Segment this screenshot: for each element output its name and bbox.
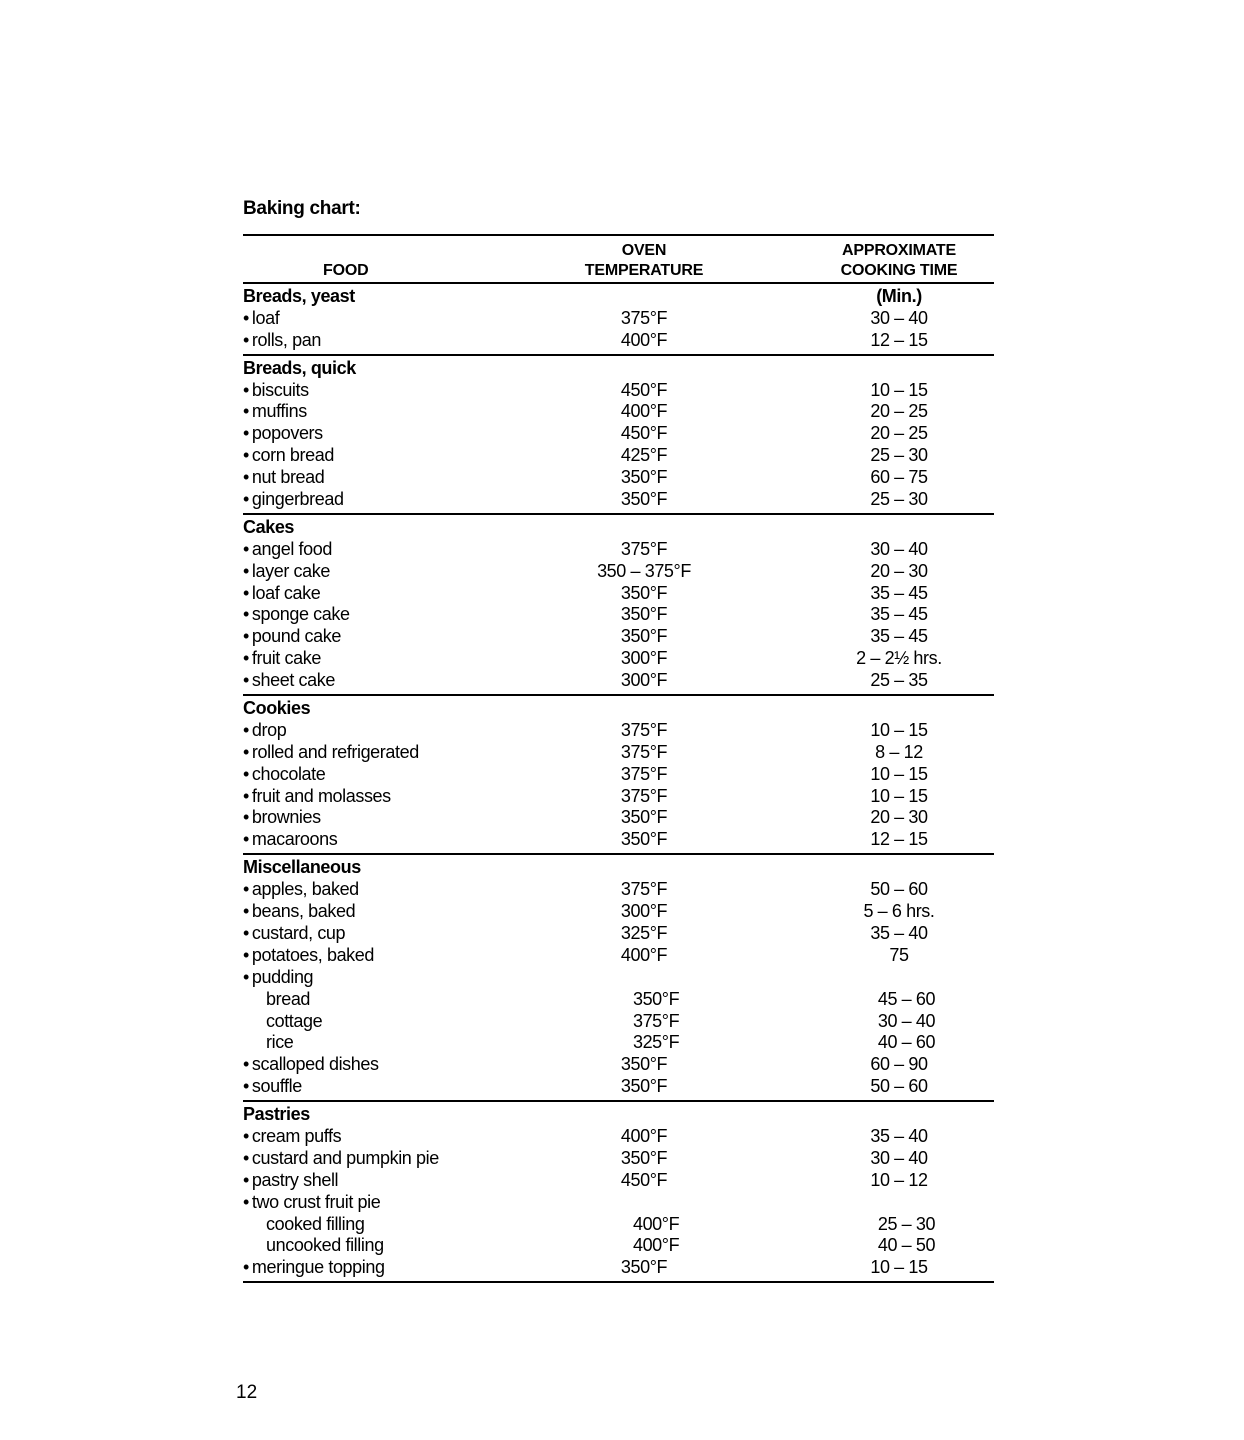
section-note	[809, 517, 989, 539]
table-row	[243, 901, 994, 923]
section-temp-empty	[567, 698, 721, 720]
food-cell: • rolled and refrigerated	[243, 742, 563, 764]
section-heading-row	[243, 286, 994, 308]
table-row	[243, 1126, 994, 1148]
cooking-time-cell: 50 – 60	[870, 879, 928, 900]
cooking-time-cell: 20 – 25	[870, 401, 928, 422]
section	[243, 1102, 994, 1283]
temperature-cell: 425°F	[620, 445, 668, 466]
temperature-cell: 450°F	[620, 423, 668, 444]
table-row	[243, 879, 994, 901]
section-heading-row	[243, 857, 994, 879]
cooking-time-cell: 50 – 60	[870, 1076, 928, 1097]
table-row	[243, 1148, 994, 1170]
cooking-time-cell: 30 – 40	[877, 1010, 936, 1031]
food-cell: • loaf	[243, 308, 563, 330]
cooking-time-cell: 10 – 15	[870, 785, 928, 806]
section-note	[809, 358, 989, 380]
section-name: Pastries	[243, 1104, 310, 1125]
section	[243, 855, 994, 1102]
temperature-cell: 375°F	[620, 538, 668, 559]
section-heading-row	[243, 517, 994, 539]
section-temp-empty	[567, 857, 721, 879]
food-cell: • drop	[243, 720, 563, 742]
food-cell: bread	[266, 988, 311, 1009]
table-row	[243, 829, 994, 851]
header-time-line1: APPROXIMATE	[842, 242, 956, 259]
table-row	[243, 604, 994, 626]
table-row	[243, 423, 994, 445]
temperature-cell: 375°F	[620, 763, 668, 784]
section-heading-row	[243, 698, 994, 720]
cooking-time-cell: 10 – 12	[870, 1169, 928, 1190]
food-cell: • scalloped dishes	[243, 1054, 563, 1076]
cooking-time-cell: 60 – 75	[870, 467, 928, 488]
table-row	[243, 648, 994, 670]
cooking-time-cell: 10 – 15	[870, 1257, 928, 1278]
temperature-cell: 375°F	[620, 307, 668, 328]
temperature-cell: 350°F	[632, 988, 680, 1009]
temperature-cell: 375°F	[620, 785, 668, 806]
cooking-time-cell: 30 – 40	[870, 1147, 928, 1168]
table-row	[243, 380, 994, 402]
cooking-time-cell: 35 – 45	[870, 604, 928, 625]
temperature-cell: 350°F	[620, 582, 668, 603]
table-row	[243, 1170, 994, 1192]
temperature-cell: 375°F	[620, 719, 668, 740]
food-cell: • custard, cup	[243, 923, 563, 945]
header-food	[243, 236, 563, 282]
temperature-cell	[567, 967, 721, 989]
header-food-label: FOOD	[323, 262, 369, 279]
temperature-cell: 350°F	[620, 1147, 668, 1168]
cooking-time-cell: 35 – 40	[870, 922, 928, 943]
table-row	[243, 308, 994, 330]
food-cell: cottage	[266, 1010, 323, 1031]
table-row	[243, 467, 994, 489]
food-cell: • angel food	[243, 539, 563, 561]
temperature-cell: 400°F	[620, 944, 668, 965]
section-note	[809, 857, 989, 879]
cooking-time-cell: 10 – 15	[870, 379, 928, 400]
food-cell: • loaf cake	[243, 583, 563, 605]
cooking-time-cell: 20 – 30	[870, 807, 928, 828]
section-heading-row	[243, 1104, 994, 1126]
cooking-time-cell: 35 – 45	[870, 582, 928, 603]
table-row	[243, 945, 994, 967]
table-row	[243, 445, 994, 467]
table-row	[243, 923, 994, 945]
food-cell: cooked filling	[266, 1213, 365, 1234]
temperature-cell: 450°F	[620, 379, 668, 400]
section-note	[809, 698, 989, 720]
food-cell: • rolls, pan	[243, 330, 563, 352]
temperature-cell: 400°F	[620, 401, 668, 422]
food-cell: • popovers	[243, 423, 563, 445]
food-cell: • beans, baked	[243, 901, 563, 923]
header-oven-temperature	[567, 236, 721, 282]
cooking-time-cell: 35 – 45	[870, 626, 928, 647]
table-row	[243, 670, 994, 692]
cooking-time-cell: 30 – 40	[870, 307, 928, 328]
temperature-cell: 450°F	[620, 1169, 668, 1190]
temperature-cell: 400°F	[632, 1235, 680, 1256]
table-row	[243, 1032, 994, 1054]
section	[243, 356, 994, 515]
food-cell: • macaroons	[243, 829, 563, 851]
section-name: Breads, yeast	[243, 286, 355, 306]
cooking-time-cell: 35 – 40	[870, 1125, 928, 1146]
table-body	[243, 284, 994, 1283]
food-cell: • sponge cake	[243, 604, 563, 626]
table-row	[243, 720, 994, 742]
table-row	[243, 1214, 994, 1236]
food-cell: • nut bread	[243, 467, 563, 489]
food-cell: • corn bread	[243, 445, 563, 467]
food-cell: • meringue topping	[243, 1257, 563, 1279]
food-cell: • brownies	[243, 807, 563, 829]
food-cell: • cream puffs	[243, 1126, 563, 1148]
cooking-time-cell: 30 – 40	[870, 538, 928, 559]
cooking-time-cell: 25 – 35	[870, 670, 928, 691]
baking-chart-table	[243, 234, 994, 1283]
section-name: Cookies	[243, 698, 311, 719]
food-cell: • fruit cake	[243, 648, 563, 670]
food-cell: • two crust fruit pie	[243, 1192, 563, 1214]
temperature-cell: 350 – 375°F	[597, 560, 691, 581]
food-cell: • pound cake	[243, 626, 563, 648]
temperature-cell	[567, 1192, 721, 1214]
cooking-time-cell	[809, 967, 989, 989]
table-row	[243, 1076, 994, 1098]
header-temp-line2: TEMPERATURE	[584, 262, 704, 279]
section-temp-empty	[567, 1104, 721, 1126]
section	[243, 515, 994, 696]
section-name: Breads, quick	[243, 357, 356, 378]
table-row	[243, 583, 994, 605]
cooking-time-cell: 60 – 90	[870, 1054, 928, 1075]
food-cell: • potatoes, baked	[243, 945, 563, 967]
cooking-time-cell: 75	[889, 944, 909, 965]
header-time-line2: COOKING TIME	[840, 262, 958, 279]
section-temp-empty	[567, 358, 721, 380]
temperature-cell: 375°F	[620, 879, 668, 900]
section-name: Cakes	[243, 516, 295, 537]
table-row	[243, 561, 994, 583]
table-row	[243, 1011, 994, 1033]
cooking-time-cell: 20 – 25	[870, 423, 928, 444]
cooking-time-cell: 40 – 50	[877, 1235, 936, 1256]
food-cell: • pudding	[243, 967, 563, 989]
food-cell: rice	[266, 1032, 294, 1053]
table-row	[243, 1257, 994, 1279]
section	[243, 284, 994, 356]
cooking-time-cell: 12 – 15	[870, 829, 928, 850]
section-heading-row	[243, 358, 994, 380]
cooking-time-cell: 25 – 30	[870, 445, 928, 466]
temperature-cell: 325°F	[632, 1032, 680, 1053]
table-row	[243, 330, 994, 352]
food-cell: • custard and pumpkin pie	[243, 1148, 563, 1170]
page-number: 12	[236, 1382, 258, 1403]
temperature-cell: 300°F	[620, 670, 668, 691]
table-header	[243, 236, 994, 284]
food-cell: • chocolate	[243, 764, 563, 786]
header-temp-line1: OVEN	[621, 242, 667, 259]
temperature-cell: 300°F	[620, 648, 668, 669]
food-cell: • souffle	[243, 1076, 563, 1098]
table-row	[243, 967, 994, 989]
table-row	[243, 539, 994, 561]
food-cell: • apples, baked	[243, 879, 563, 901]
temperature-cell: 325°F	[620, 922, 668, 943]
cooking-time-cell: 12 – 15	[870, 329, 928, 350]
section-name: Miscellaneous	[243, 857, 361, 878]
section-note	[809, 1104, 989, 1126]
temperature-cell: 375°F	[632, 1010, 680, 1031]
food-cell: • pastry shell	[243, 1170, 563, 1192]
cooking-time-cell: 20 – 30	[870, 560, 928, 581]
temperature-cell: 350°F	[620, 604, 668, 625]
section	[243, 696, 994, 855]
cooking-time-cell: 2 – 2½ hrs.	[856, 648, 942, 669]
temperature-cell: 350°F	[620, 829, 668, 850]
cooking-time-cell: 10 – 15	[870, 719, 928, 740]
table-row	[243, 626, 994, 648]
cooking-time-cell	[809, 1192, 989, 1214]
table-row	[243, 764, 994, 786]
temperature-cell: 350°F	[620, 1257, 668, 1278]
header-cooking-time	[809, 236, 989, 282]
section-temp-empty	[567, 517, 721, 539]
cooking-time-cell: 45 – 60	[877, 988, 936, 1009]
section-note: (Min.)	[876, 286, 922, 306]
table-row	[243, 1192, 994, 1214]
temperature-cell: 350°F	[620, 489, 668, 510]
temperature-cell: 400°F	[620, 1125, 668, 1146]
temperature-cell: 350°F	[620, 1054, 668, 1075]
food-cell: • fruit and molasses	[243, 786, 563, 808]
temperature-cell: 400°F	[620, 329, 668, 350]
table-row	[243, 401, 994, 423]
temperature-cell: 400°F	[632, 1213, 680, 1234]
section-temp-empty	[567, 286, 721, 308]
food-cell: uncooked filling	[266, 1235, 384, 1256]
temperature-cell: 350°F	[620, 1076, 668, 1097]
temperature-cell: 350°F	[620, 626, 668, 647]
food-cell: • sheet cake	[243, 670, 563, 692]
temperature-cell: 350°F	[620, 807, 668, 828]
table-row	[243, 1054, 994, 1076]
table-row	[243, 989, 994, 1011]
food-cell: • gingerbread	[243, 489, 563, 511]
cooking-time-cell: 25 – 30	[870, 489, 928, 510]
table-row	[243, 742, 994, 764]
table-row	[243, 489, 994, 511]
food-cell: • muffins	[243, 401, 563, 423]
temperature-cell: 350°F	[620, 467, 668, 488]
temperature-cell: 375°F	[620, 741, 668, 762]
table-row	[243, 807, 994, 829]
cooking-time-cell: 40 – 60	[877, 1032, 936, 1053]
food-cell: • biscuits	[243, 380, 563, 402]
cooking-time-cell: 10 – 15	[870, 763, 928, 784]
cooking-time-cell: 5 – 6 hrs.	[863, 901, 935, 922]
chart-title: Baking chart:	[243, 198, 361, 219]
cooking-time-cell: 8 – 12	[875, 741, 923, 762]
table-row	[243, 786, 994, 808]
temperature-cell: 300°F	[620, 901, 668, 922]
food-cell: • layer cake	[243, 561, 563, 583]
cooking-time-cell: 25 – 30	[877, 1213, 936, 1234]
table-row	[243, 1235, 994, 1257]
